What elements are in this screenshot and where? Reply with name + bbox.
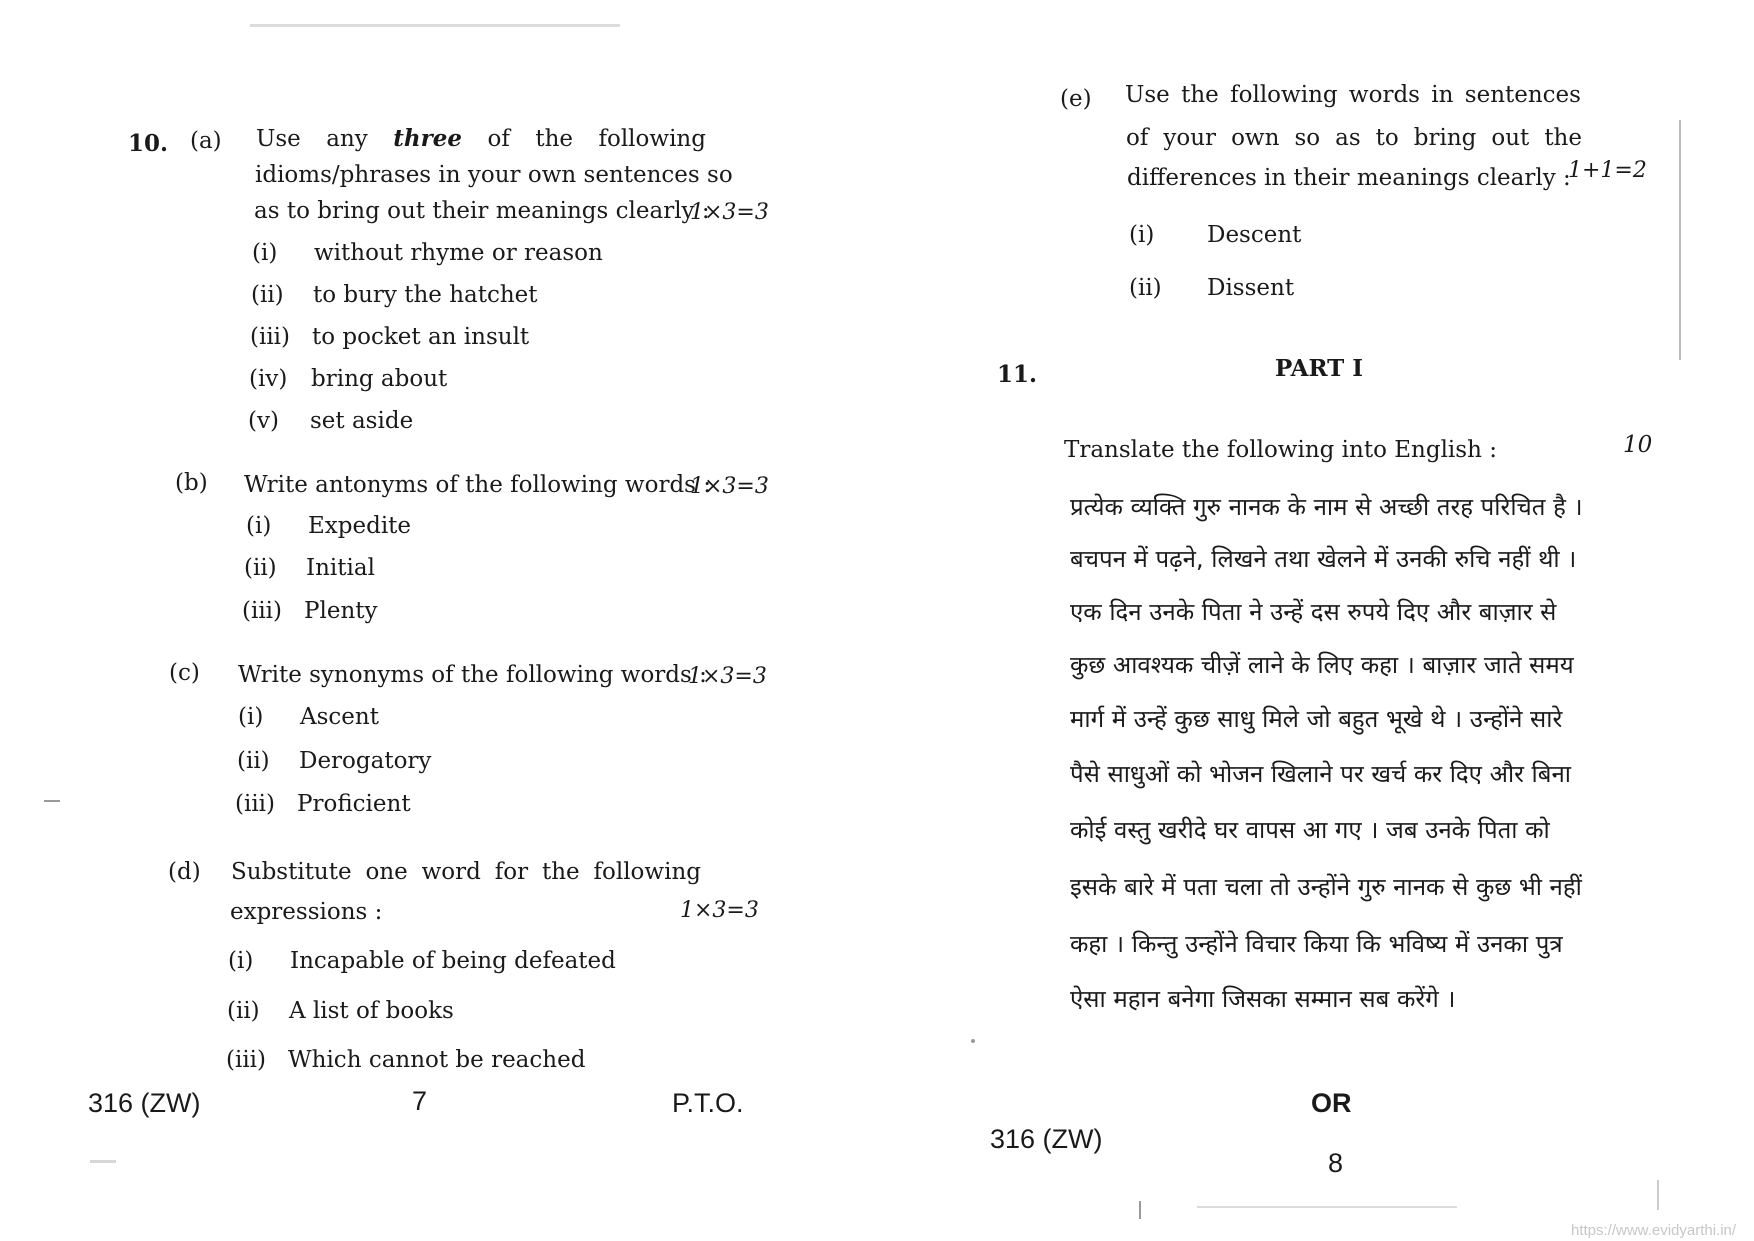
word: words xyxy=(1348,82,1420,108)
item-text: Incapable of being defeated xyxy=(290,948,616,974)
word: the xyxy=(541,859,580,885)
item-number: (iii) xyxy=(235,791,276,817)
part-d-label: (d) xyxy=(168,859,201,885)
scan-speck xyxy=(90,1160,116,1163)
page-number: 8 xyxy=(1328,1148,1344,1178)
list-item xyxy=(227,996,454,1026)
part-heading: PART I xyxy=(1275,355,1364,382)
hindi-line: बचपन में पढ़ने, लिखने तथा खेलने में उनकी रुचि नहीं थी । xyxy=(1070,545,1577,573)
translate-instruction: Translate the following into English : xyxy=(1064,437,1497,463)
item-text: bring about xyxy=(311,366,448,392)
list-item xyxy=(242,596,378,626)
list-item xyxy=(235,789,411,819)
scan-speck xyxy=(971,1039,975,1043)
question-number-10: 10. xyxy=(128,130,169,157)
cropped-header-residue xyxy=(250,24,620,27)
part-c-label: (c) xyxy=(169,660,200,686)
part-d-line-2: expressions : xyxy=(230,899,383,925)
item-number: (i) xyxy=(228,948,254,974)
margin-mark xyxy=(44,800,60,802)
list-item xyxy=(250,322,529,352)
item-text: Dissent xyxy=(1207,275,1295,301)
item-text: Descent xyxy=(1207,222,1302,248)
list-item xyxy=(251,280,538,310)
list-item xyxy=(237,746,431,776)
right-page xyxy=(877,0,1754,1241)
word: Substitute xyxy=(231,859,352,885)
item-text: Expedite xyxy=(308,513,412,539)
item-number: (ii) xyxy=(244,555,277,581)
word: in xyxy=(1431,82,1454,108)
part-b-prompt: Write antonyms of the following words : xyxy=(244,472,712,498)
hindi-line: कुछ आवश्यक चीज़ें लाने के लिए कहा । बाज़ार जाते समय xyxy=(1070,651,1574,679)
word: own xyxy=(1231,125,1280,151)
cropped-footer-residue xyxy=(1197,1206,1457,1208)
word: to xyxy=(1375,125,1399,151)
hindi-line: मार्ग में उन्हें कुछ साधु मिले जो बहुत भूखे थे । उन्होंने सारे xyxy=(1070,705,1563,733)
list-item xyxy=(238,702,379,732)
part-c-prompt: Write synonyms of the following words : xyxy=(238,662,707,688)
list-item xyxy=(248,406,413,436)
word: the xyxy=(1544,125,1582,151)
word: any xyxy=(326,126,368,152)
word: word xyxy=(421,859,481,885)
hindi-line: पैसे साधुओं को भोजन खिलाने पर खर्च कर दिए और बिना xyxy=(1070,760,1572,788)
word: of xyxy=(487,126,510,152)
list-item xyxy=(1129,273,1294,303)
part-a-line-1 xyxy=(256,124,706,154)
item-number: (ii) xyxy=(1129,275,1162,301)
item-text: to bury the hatchet xyxy=(313,282,538,308)
scan-speck xyxy=(1657,1180,1659,1210)
word: Use xyxy=(1125,82,1170,108)
list-item xyxy=(226,1045,585,1075)
word: out xyxy=(1491,125,1530,151)
part-d-line-1 xyxy=(231,857,701,887)
item-number: (i) xyxy=(246,513,272,539)
part-a-line-2: idioms/phrases in your own sentences so xyxy=(255,162,733,188)
item-text: set aside xyxy=(310,408,414,434)
word: following xyxy=(593,859,701,885)
item-number: (ii) xyxy=(251,282,284,308)
part-a-line-3: as to bring out their meanings clearly : xyxy=(254,198,710,224)
part-c-marks: 1×3=3 xyxy=(688,664,767,689)
word: your xyxy=(1163,125,1217,151)
hindi-line: ऐसा महान बनेगा जिसका सम्मान सब करेंगे । xyxy=(1070,985,1456,1013)
paper-code: 316 (ZW) xyxy=(990,1124,1103,1154)
item-number: (i) xyxy=(252,240,278,266)
word: of xyxy=(1126,125,1149,151)
item-text: to pocket an insult xyxy=(312,324,530,350)
part-e-marks: 1+1=2 xyxy=(1568,158,1647,183)
pto-label: P.T.O. xyxy=(672,1088,744,1118)
item-text: Plenty xyxy=(304,598,378,624)
emphasis-three: three xyxy=(393,125,463,152)
source-watermark: https://www.evidyarthi.in/ xyxy=(1571,1222,1737,1239)
list-item xyxy=(246,511,411,541)
word: as xyxy=(1335,125,1361,151)
item-text: A list of books xyxy=(289,998,454,1024)
list-item xyxy=(252,238,603,268)
item-text: Which cannot be reached xyxy=(288,1047,586,1073)
item-number: (i) xyxy=(238,704,264,730)
item-number: (iii) xyxy=(250,324,291,350)
part-e-line-2 xyxy=(1126,123,1582,153)
hindi-line: कहा । किन्तु उन्होंने विचार किया कि भविष्य में उनका पुत्र xyxy=(1070,930,1563,958)
part-b-label: (b) xyxy=(175,470,208,496)
word: one xyxy=(365,859,408,885)
item-number: (iv) xyxy=(249,366,288,392)
word: for xyxy=(494,859,529,885)
item-number: (iii) xyxy=(242,598,283,624)
or-separator: OR xyxy=(1311,1088,1352,1118)
part-e-label: (e) xyxy=(1060,86,1092,112)
part-a-marks: 1×3=3 xyxy=(690,200,769,225)
question-number-11: 11. xyxy=(997,361,1038,388)
part-b-marks: 1×3=3 xyxy=(690,474,769,499)
word: the xyxy=(1181,82,1219,108)
hindi-line: कोई वस्तु खरीदे घर वापस आ गए । जब उनके पिता को xyxy=(1070,816,1550,844)
item-text: Proficient xyxy=(297,791,411,817)
word: bring xyxy=(1413,125,1477,151)
item-number: (ii) xyxy=(227,998,260,1024)
part-e-line-1 xyxy=(1125,80,1581,110)
word: following xyxy=(1230,82,1338,108)
hindi-line: एक दिन उनके पिता ने उन्हें दस रुपये दिए और बाज़ार से xyxy=(1070,598,1557,626)
cropped-footer-residue xyxy=(1139,1201,1141,1219)
item-text: Initial xyxy=(306,555,375,581)
word: so xyxy=(1294,125,1321,151)
list-item xyxy=(1129,220,1301,250)
item-text: Derogatory xyxy=(299,748,432,774)
item-text: Ascent xyxy=(300,704,379,730)
scan-margin-line xyxy=(1679,120,1681,360)
hindi-line: इसके बारे में पता चला तो उन्होंने गुरु नानक से कुछ भी नहीं xyxy=(1070,873,1582,901)
part-a-label: (a) xyxy=(190,128,222,154)
item-number: (i) xyxy=(1129,222,1155,248)
list-item xyxy=(228,946,616,976)
word: following xyxy=(598,126,706,152)
list-item xyxy=(244,553,375,583)
hindi-line: प्रत्येक व्यक्ति गुरु नानक के नाम से अच्छी तरह परिचित है । xyxy=(1070,493,1583,521)
item-number: (iii) xyxy=(226,1047,267,1073)
part-d-marks: 1×3=3 xyxy=(680,898,759,923)
word: sentences xyxy=(1464,82,1581,108)
paper-code: 316 (ZW) xyxy=(88,1088,201,1118)
page-number: 7 xyxy=(412,1086,428,1116)
item-text: without rhyme or reason xyxy=(314,240,603,266)
word: Use xyxy=(256,126,301,152)
part-e-line-3: differences in their meanings clearly : xyxy=(1127,165,1571,191)
item-number: (ii) xyxy=(237,748,270,774)
item-number: (v) xyxy=(248,408,279,434)
q11-marks: 10 xyxy=(1623,432,1653,458)
list-item xyxy=(249,364,447,394)
word: the xyxy=(535,126,573,152)
